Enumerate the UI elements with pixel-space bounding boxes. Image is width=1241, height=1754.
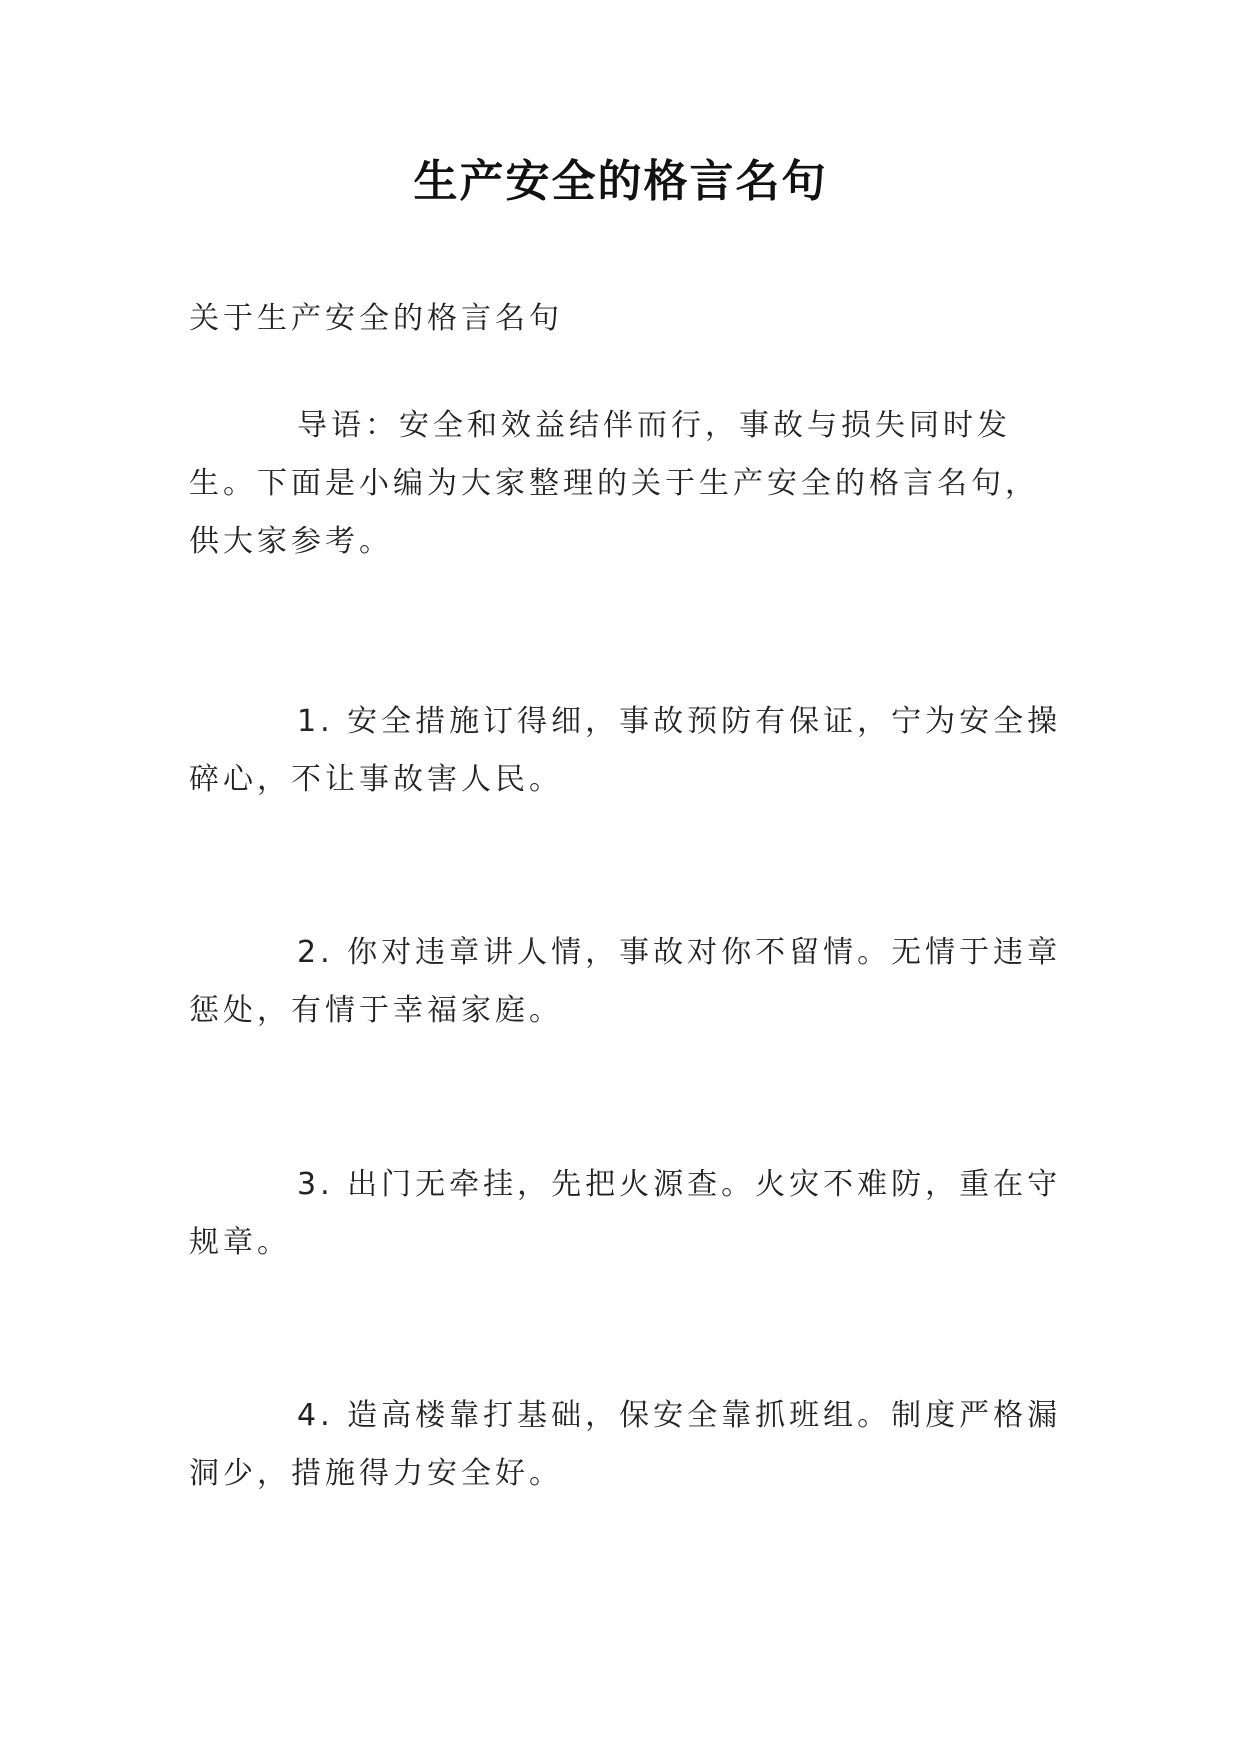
document-title: 生产安全的格言名句 — [413, 156, 828, 207]
document-subtitle: 关于生产安全的格言名句 — [189, 301, 563, 336]
motto-item-1: 1. 安全措施订得细，事故预防有保证，宁为安全操碎心，不让事故害人民。 — [189, 704, 1062, 797]
intro-paragraph: 导语：安全和效益结伴而行，事故与损失同时发生。下面是小编为大家整理的关于生产安全的格言名句，供大家参考。 — [189, 408, 1039, 559]
motto-item-4: 4. 造高楼靠打基础，保安全靠抓班组。制度严格漏洞少，措施得力安全好。 — [189, 1398, 1062, 1491]
motto-item-3: 3. 出门无牵挂，先把火源查。火灾不难防，重在守规章。 — [189, 1167, 1062, 1260]
motto-item-2: 2. 你对违章讲人情，事故对你不留情。无情于违章惩处，有情于幸福家庭。 — [189, 935, 1062, 1028]
